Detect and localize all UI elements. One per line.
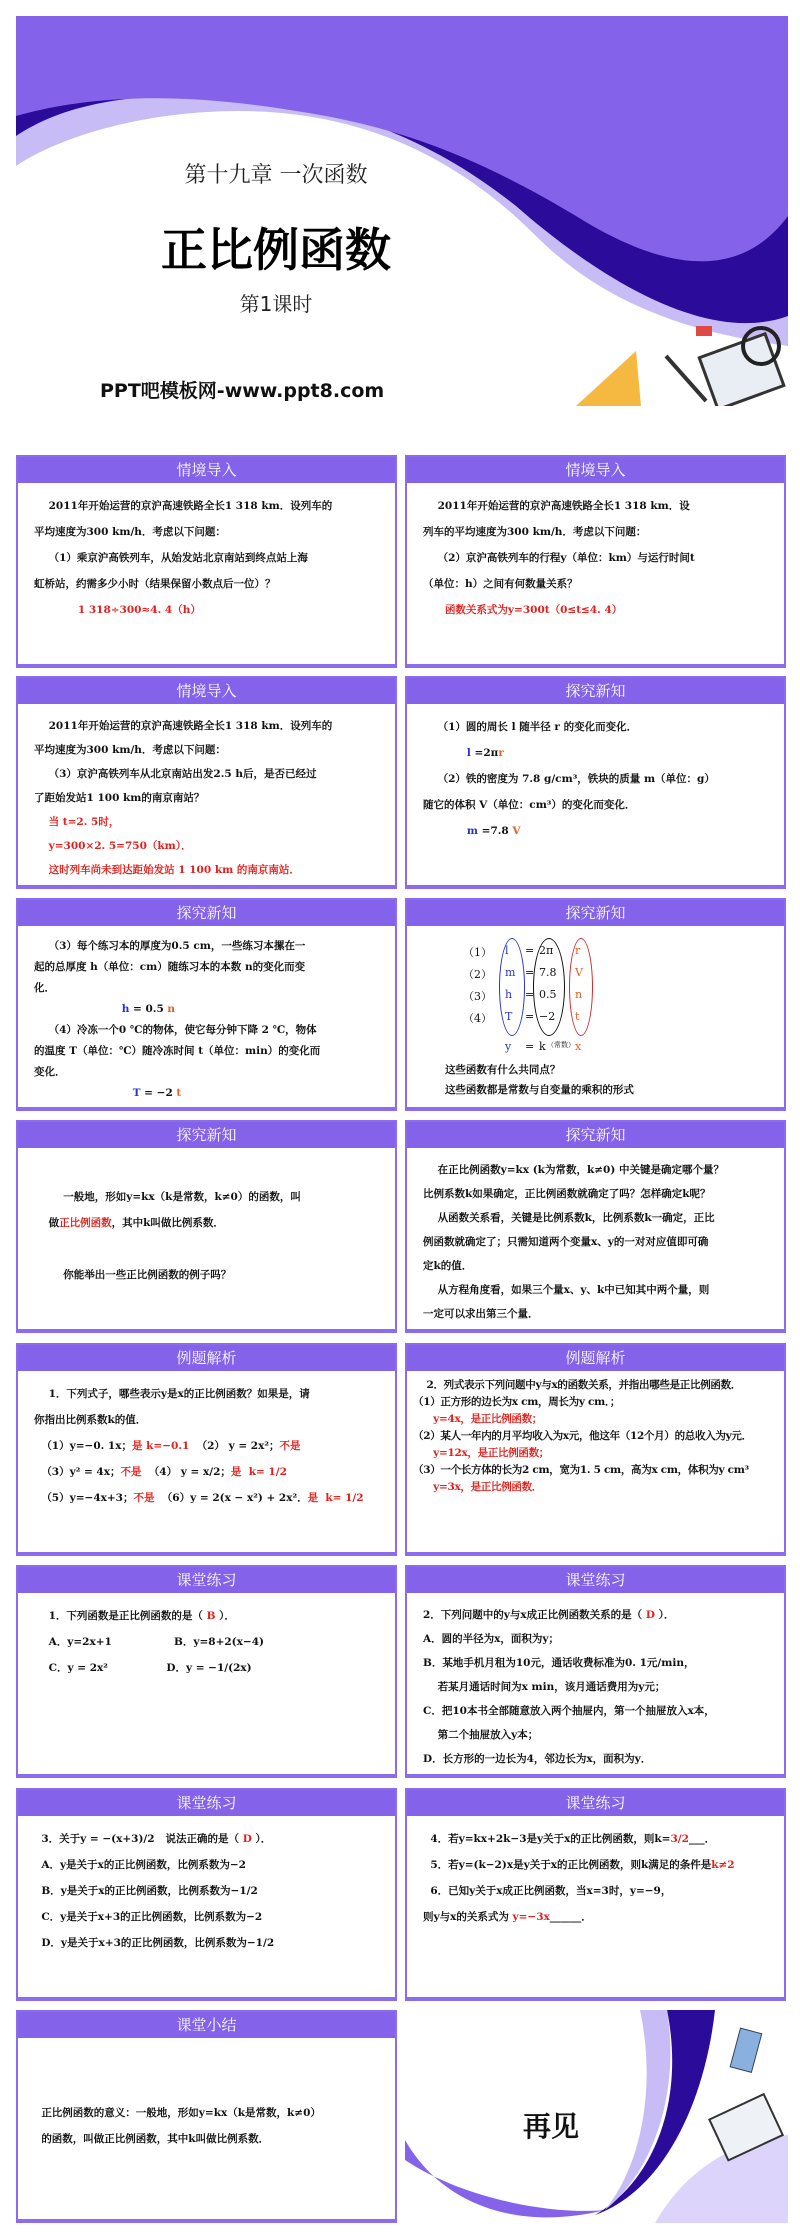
slide-header: 探究新知: [18, 900, 395, 926]
text-line: [413, 1394, 778, 1411]
text-segment: 了距始发站1 100 km的南京南站？: [34, 792, 205, 804]
text-segment: C．y是关于x+3的正比例函数，比例系数为−2: [34, 1911, 263, 1923]
text-segment: 在正比例函数y=kx (k为常数，k≠0) 中关键是确定哪个量？: [423, 1164, 724, 1176]
slide-2: [16, 455, 397, 668]
text-line: [34, 738, 379, 762]
text-line: [423, 792, 768, 818]
answer-text: B: [206, 1610, 216, 1622]
diagram-result-bottom_y: y: [505, 1040, 512, 1053]
diagram-cell-n: （2）: [463, 968, 492, 981]
text-line: [34, 2074, 379, 2100]
lesson-period: 第1课时: [239, 292, 313, 316]
diagram-cell-eq: =: [525, 944, 535, 957]
text-segment: 的温度 T（单位：℃）随冷冻时间 t（单位：min）的变化而: [34, 1045, 321, 1057]
text-line: [34, 999, 379, 1020]
diagram-cell-n: （1）: [463, 946, 492, 959]
text-segment: =7.8: [478, 825, 513, 837]
slide-3: [405, 455, 786, 668]
text-segment: A．圆的半径为x，面积为y；: [423, 1633, 560, 1645]
text-segment: 若某月通话时间为x min，该月通话费用为y元；: [423, 1681, 666, 1693]
text-line: [423, 1675, 768, 1699]
text-line: [423, 1723, 768, 1747]
diagram-result-bottom_k_note: （常数）: [547, 1041, 575, 1049]
text-segment: m: [423, 825, 478, 837]
slide-header: 课堂练习: [407, 1567, 784, 1593]
text-line: [34, 786, 379, 810]
text-segment: h: [34, 1003, 130, 1015]
text-line: [34, 493, 379, 519]
farewell-text: 再见: [523, 2110, 580, 2143]
text-line: [34, 1381, 379, 1407]
slide-11: [405, 1343, 786, 1556]
answer-text: 这时列车尚未到达距始发站 1 100 km 的南京南站．: [34, 864, 300, 876]
text-segment: 定k的值．: [423, 1260, 473, 1272]
text-segment: 一般地，形如y=kx（k是常数，k≠0）的函数，叫: [34, 1191, 301, 1203]
text-segment: 做: [34, 1217, 60, 1229]
text-line: [423, 1651, 768, 1675]
text-segment: （5）y=−4x+3；: [34, 1492, 134, 1504]
slide-body: [18, 1593, 395, 1681]
text-segment: =2π: [470, 747, 499, 759]
text-segment: 1．下列函数是正比例函数的是（: [34, 1610, 207, 1622]
answer-text: 不是: [279, 1440, 301, 1452]
slide-header: 课堂小结: [18, 2012, 395, 2038]
answer-text: 3/2: [670, 1833, 689, 1845]
slide-body: [407, 1148, 784, 1326]
text-line: [34, 810, 379, 834]
text-line: [423, 1158, 768, 1182]
text-line: [34, 1826, 379, 1852]
text-line: [34, 519, 379, 545]
grouping-ellipse: [569, 938, 593, 1036]
proportion-diagram: [463, 940, 768, 1060]
text-segment: 化．: [34, 982, 55, 994]
wave-decoration: [405, 2010, 788, 2223]
diagram-cell-eq: =: [525, 966, 535, 979]
text-segment: 2011年开始运营的京沪高速铁路全长1 318 km．设列车的: [34, 500, 333, 512]
text-line: [34, 2126, 379, 2152]
text-segment: 2．下列问题中的y与x成正比例函数关系的是（: [423, 1609, 646, 1621]
text-line: [423, 1826, 768, 1852]
answer-text: 1 318÷300≈4. 4（h）: [34, 604, 201, 616]
text-segment: [34, 2055, 38, 2067]
answer-text: y=4x，是正比例函数；: [413, 1413, 543, 1425]
text-line: [423, 740, 768, 766]
text-line: [423, 1699, 768, 1723]
slide-8: [16, 1120, 397, 1333]
slide-9: [405, 1120, 786, 1333]
text-segment: ）．: [654, 1609, 675, 1621]
farewell-slide: [405, 2010, 788, 2223]
text-segment: （1）y=−0. 1x；: [34, 1440, 132, 1452]
text-segment: （3）一个长方体的长为2 cm，宽为1. 5 cm，高为x cm，体积为y cm³: [413, 1464, 749, 1476]
text-segment: ___．: [688, 1833, 716, 1845]
text-line: [423, 545, 768, 571]
diagram-cell-x: t: [575, 1010, 580, 1023]
diagram-cell-y: T: [505, 1010, 513, 1023]
text-line: [413, 1411, 778, 1428]
text-segment: 虹桥站，约需多少小时（结果保留小数点后一位）？: [34, 578, 276, 590]
text-segment: 从方程角度看，如果三个量x、y、k中已知其中两个量，则: [423, 1284, 710, 1296]
text-line: [34, 545, 379, 571]
text-segment: 随它的体积 V（单位：cm³）的变化而变化．: [423, 799, 636, 811]
text-segment: = −2: [140, 1087, 177, 1099]
text-segment: = 0.5: [129, 1003, 168, 1015]
text-line: [34, 1852, 379, 1878]
answer-text: y=300×2. 5=750（km）．: [34, 840, 192, 852]
text-line: [423, 519, 768, 545]
text-segment: 一定可以求出第三个量．: [423, 1308, 539, 1320]
text-segment: （2）京沪高铁列车的行程y（单位：km）与运行时间t: [423, 552, 695, 564]
text-segment: 则y与x的关系式为: [423, 1911, 513, 1923]
diagram-cell-k: 0.5: [539, 988, 557, 1001]
text-line: [34, 1485, 379, 1511]
slide-body: [407, 1816, 784, 1930]
slide-body: [407, 1593, 784, 1771]
text-line: [423, 1254, 768, 1278]
slide-16: [16, 2010, 397, 2223]
text-line: [34, 1236, 379, 1262]
chapter-title: 第十九章 一次函数: [184, 163, 368, 188]
text-line: [34, 1629, 379, 1655]
answer-text: 正比例函数: [59, 1217, 112, 1229]
slide-header: 例题解析: [18, 1345, 395, 1371]
text-segment: （1）正方形的边长为x cm，周长为y cm．；: [413, 1396, 621, 1408]
diagram-result-bottom_k: k: [539, 1040, 546, 1053]
text-line: [34, 1930, 379, 1956]
slide-body: [18, 926, 395, 1104]
text-segment: ）．: [215, 1610, 235, 1622]
text-segment: [34, 1165, 38, 1177]
answer-text: y=−3x: [512, 1911, 550, 1923]
text-line: [34, 571, 379, 597]
answer-text: D: [242, 1833, 252, 1845]
text-line: [34, 1041, 379, 1062]
text-segment: （6）y = 2(x − x²) + 2x²．: [154, 1492, 308, 1504]
slide-body: [18, 483, 395, 623]
text-segment: 例函数就确定了；只需知道两个变量x、y的一对对应值即可确: [423, 1236, 709, 1248]
slide-7: [405, 898, 786, 1111]
text-line: [34, 1083, 379, 1104]
text-line: [34, 1062, 379, 1083]
text-segment: （3）京沪高铁列车从北京南站出发2.5 h后，是否已经过: [34, 768, 317, 780]
text-segment: 2．列式表示下列问题中y与x的函数关系，并指出哪些是正比例函数．: [413, 1379, 742, 1391]
text-line: [423, 714, 768, 740]
text-line: [423, 1206, 768, 1230]
text-segment: 平均速度为300 km/h．考虑以下问题：: [34, 744, 226, 756]
slide-header: 探究新知: [407, 900, 784, 926]
slide-header: 探究新知: [407, 1122, 784, 1148]
diagram-cell-eq: =: [525, 1010, 535, 1023]
text-line: [423, 1747, 768, 1771]
slide-header: 例题解析: [407, 1345, 784, 1371]
slide-12: [16, 1565, 397, 1778]
lesson-title: 正比例函数: [161, 223, 391, 277]
text-segment: 列车的平均速度为300 km/h．考虑以下问题：: [423, 526, 647, 538]
text-line: [34, 1904, 379, 1930]
diagram-cell-n: （3）: [463, 990, 492, 1003]
text-line: [34, 1210, 379, 1236]
text-segment: t: [176, 1087, 182, 1099]
text-segment: 平均速度为300 km/h．考虑以下问题：: [34, 526, 226, 538]
text-line: [413, 1445, 778, 1462]
text-segment: T: [34, 1087, 141, 1099]
text-segment: ）．: [251, 1833, 272, 1845]
slide-14: [16, 1788, 397, 2001]
grouping-ellipse: [499, 938, 525, 1036]
slide-header: 情境导入: [18, 457, 395, 483]
text-line: [34, 957, 379, 978]
slide-10: [16, 1343, 397, 1556]
text-segment: 这些函数都是常数与自变量的乘积的形式: [423, 1084, 634, 1096]
text-line: [34, 834, 379, 858]
text-line: [34, 936, 379, 957]
slide-body: [18, 2038, 395, 2152]
text-line: [423, 766, 768, 792]
text-segment: （2）铁的密度为 7.8 g/cm³，铁块的质量 m（单位：g）: [423, 773, 715, 785]
text-line: [34, 762, 379, 786]
text-segment: ______．: [549, 1911, 592, 1923]
wave-decoration: [16, 16, 788, 406]
slide-body: [18, 1148, 395, 1288]
slide-header: 情境导入: [18, 678, 395, 704]
text-line: [413, 1377, 778, 1394]
text-line: [423, 1603, 768, 1627]
text-line: [34, 714, 379, 738]
slide-header: 课堂练习: [18, 1790, 395, 1816]
grouping-ellipse: [533, 938, 565, 1036]
diagram-cell-n: （4）: [463, 1012, 492, 1025]
text-line: [423, 571, 768, 597]
diagram-cell-x: r: [575, 944, 581, 957]
text-segment: n: [167, 1003, 176, 1015]
text-line: [34, 1459, 379, 1485]
answer-text: 是 k= 1/2: [307, 1492, 364, 1504]
answer-text: D: [645, 1609, 655, 1621]
text-segment: 变化．: [34, 1066, 66, 1078]
text-segment: r: [498, 747, 504, 759]
text-line: [423, 1852, 768, 1878]
text-segment: （3）每个练习本的厚度为0.5 cm，一些练习本摞在一: [34, 940, 306, 952]
slide-header: 课堂练习: [18, 1567, 395, 1593]
diagram-cell-k: 2π: [539, 944, 554, 957]
diagram-cell-k: 7.8: [539, 966, 557, 979]
text-segment: （2）某人一年内的月平均收入为x元，他这年（12个月）的总收入为y元．: [413, 1430, 752, 1442]
slide-body: [407, 483, 784, 623]
text-line: [34, 597, 379, 623]
text-line: [423, 1080, 768, 1100]
diagram-cell-y: m: [505, 966, 516, 979]
text-segment: 你能举出一些正比例函数的例子吗？: [34, 1269, 232, 1281]
text-segment: 你指出比例系数k的值．: [34, 1414, 147, 1426]
answer-text: k≠2: [711, 1859, 735, 1871]
text-line: [34, 1262, 379, 1288]
text-line: [34, 1878, 379, 1904]
diagram-cell-y: h: [505, 988, 513, 1001]
text-segment: C．把10本书全部随意放入两个抽屉内，第一个抽屉放入x本，: [423, 1705, 715, 1717]
text-segment: 4．若y=kx+2k−3是y关于x的正比例函数，则k=: [423, 1833, 671, 1845]
text-segment: 比例系数k如果确定，正比例函数就确定了吗？怎样确定k呢？: [423, 1188, 711, 1200]
brand-text: PPT吧模板网-www.ppt8.com: [100, 380, 385, 402]
diagram-cell-x: n: [575, 988, 583, 1001]
text-segment: 1．下列式子，哪些表示y是x的正比例函数？如果是，请: [34, 1388, 310, 1400]
text-line: [423, 1302, 768, 1326]
text-line: [34, 1407, 379, 1433]
text-segment: 3．关于y = −(x+3)/2 说法正确的是（: [34, 1833, 243, 1845]
text-segment: 从函数关系看，关键是比例系数k，比例系数k一确定，正比: [423, 1212, 715, 1224]
text-segment: 2011年开始运营的京沪高速铁路全长1 318 km．设列车的: [34, 720, 333, 732]
text-segment: （1）圆的周长 l 随半径 r 的变化而变化．: [423, 721, 638, 733]
answer-text: 不是: [120, 1466, 142, 1478]
text-segment: 2011年开始运营的京沪高速铁路全长1 318 km．设: [423, 500, 690, 512]
text-segment: （4） y = x/2；: [141, 1466, 231, 1478]
answer-text: 函数关系式为y=300t（0≤t≤4. 4）: [423, 604, 623, 616]
answer-text: 当 t=2. 5时，: [34, 816, 120, 828]
slide-13: [405, 1565, 786, 1778]
text-line: [413, 1428, 778, 1445]
text-line: [413, 1479, 778, 1496]
answer-text: 是 k=−0.1: [132, 1440, 190, 1452]
text-line: [423, 1230, 768, 1254]
text-line: [423, 818, 768, 844]
diagram-result-bottom_x: x: [575, 1040, 582, 1053]
text-segment: A．y=2x+1 B．y=8+2(x−4): [34, 1636, 264, 1648]
answer-text: 不是: [133, 1492, 155, 1504]
diagram-result-eq: =: [525, 1040, 535, 1053]
text-line: [34, 2048, 379, 2074]
text-segment: 起的总厚度 h（单位：cm）随练习本的本数 n的变化而变: [34, 961, 306, 973]
slide-6: [16, 898, 397, 1111]
diagram-cell-x: V: [575, 966, 583, 979]
text-line: [34, 978, 379, 999]
text-segment: （单位：h）之间有何数量关系？: [423, 578, 578, 590]
text-segment: 第二个抽屉放入y本；: [423, 1729, 539, 1741]
text-segment: C．y = 2x² D．y = −1/(2x): [34, 1662, 252, 1674]
slide-15: [405, 1788, 786, 2001]
text-segment: 6．已知y关于x成正比例函数，当x=3时，y=−9，: [423, 1885, 672, 1897]
text-line: [34, 1655, 379, 1681]
text-line: [423, 493, 768, 519]
text-segment: （2） y = 2x²；: [189, 1440, 280, 1452]
slide-5: [405, 676, 786, 889]
text-segment: （1）乘京沪高铁列车，从始发站北京南站到终点站上海: [34, 552, 308, 564]
text-line: [34, 1184, 379, 1210]
text-segment: B．y是关于x的正比例函数，比例系数为−1/2: [34, 1885, 258, 1897]
cover-slide: [16, 16, 788, 406]
text-segment: D．y是关于x+3的正比例函数，比例系数为−1/2: [34, 1937, 275, 1949]
slide-body: [407, 704, 784, 844]
text-segment: V: [512, 825, 521, 837]
text-segment: （3）y² = 4x；: [34, 1466, 121, 1478]
text-segment: 5．若y=(k−2)x是y关于x的正比例函数，则k满足的条件是: [423, 1859, 712, 1871]
text-line: [34, 1433, 379, 1459]
text-line: [423, 1627, 768, 1651]
slide-body: [18, 704, 395, 882]
diagram-cell-k: −2: [539, 1010, 556, 1023]
answer-text: y=12x，是正比例函数；: [413, 1447, 550, 1459]
text-segment: [34, 1243, 38, 1255]
text-segment: B．某地手机月租为10元，通话收费标准为0. 1元/min，: [423, 1657, 695, 1669]
answer-text: 是 k= 1/2: [230, 1466, 287, 1478]
text-segment: 正比例函数的意义：一般地，形如y=kx（k是常数，k≠0）: [34, 2107, 321, 2119]
diagram-cell-eq: =: [525, 988, 535, 1001]
text-line: [423, 597, 768, 623]
text-segment: 的函数，叫做正比例函数，其中k叫做比例系数．: [34, 2133, 270, 2145]
text-line: [413, 1462, 778, 1479]
slide-body: [18, 1816, 395, 1956]
slide-header: 情境导入: [407, 457, 784, 483]
slide-header: 课堂练习: [407, 1790, 784, 1816]
text-line: [423, 1904, 768, 1930]
text-line: [423, 1060, 768, 1080]
slide-body: [407, 1371, 784, 1496]
text-line: [423, 1878, 768, 1904]
text-line: [34, 2100, 379, 2126]
slide-body: [18, 1371, 395, 1511]
slide-4: [16, 676, 397, 889]
text-segment: D．长方形的一边长为4，邻边长为x，面积为y．: [423, 1753, 652, 1765]
diagram-cell-y: l: [505, 944, 509, 957]
text-line: [34, 1603, 379, 1629]
text-segment: [34, 2081, 38, 2093]
slide-header: 探究新知: [407, 678, 784, 704]
text-line: [423, 1278, 768, 1302]
slide-header: 探究新知: [18, 1122, 395, 1148]
text-line: [423, 1182, 768, 1206]
slide-body: [407, 926, 784, 1100]
text-line: [34, 858, 379, 882]
text-segment: l: [423, 747, 471, 759]
text-segment: （4）冷冻一个0 ℃的物体，使它每分钟下降 2 ℃，物体: [34, 1024, 317, 1036]
stationery-illustration-icon: [576, 326, 784, 406]
text-segment: A．y是关于x的正比例函数，比例系数为−2: [34, 1859, 246, 1871]
answer-text: y=3x，是正比例函数．: [413, 1481, 543, 1493]
text-line: [34, 1020, 379, 1041]
text-line: [34, 1158, 379, 1184]
text-segment: 这些函数有什么共同点？: [423, 1064, 561, 1076]
text-segment: ，其中k叫做比例系数．: [111, 1217, 224, 1229]
